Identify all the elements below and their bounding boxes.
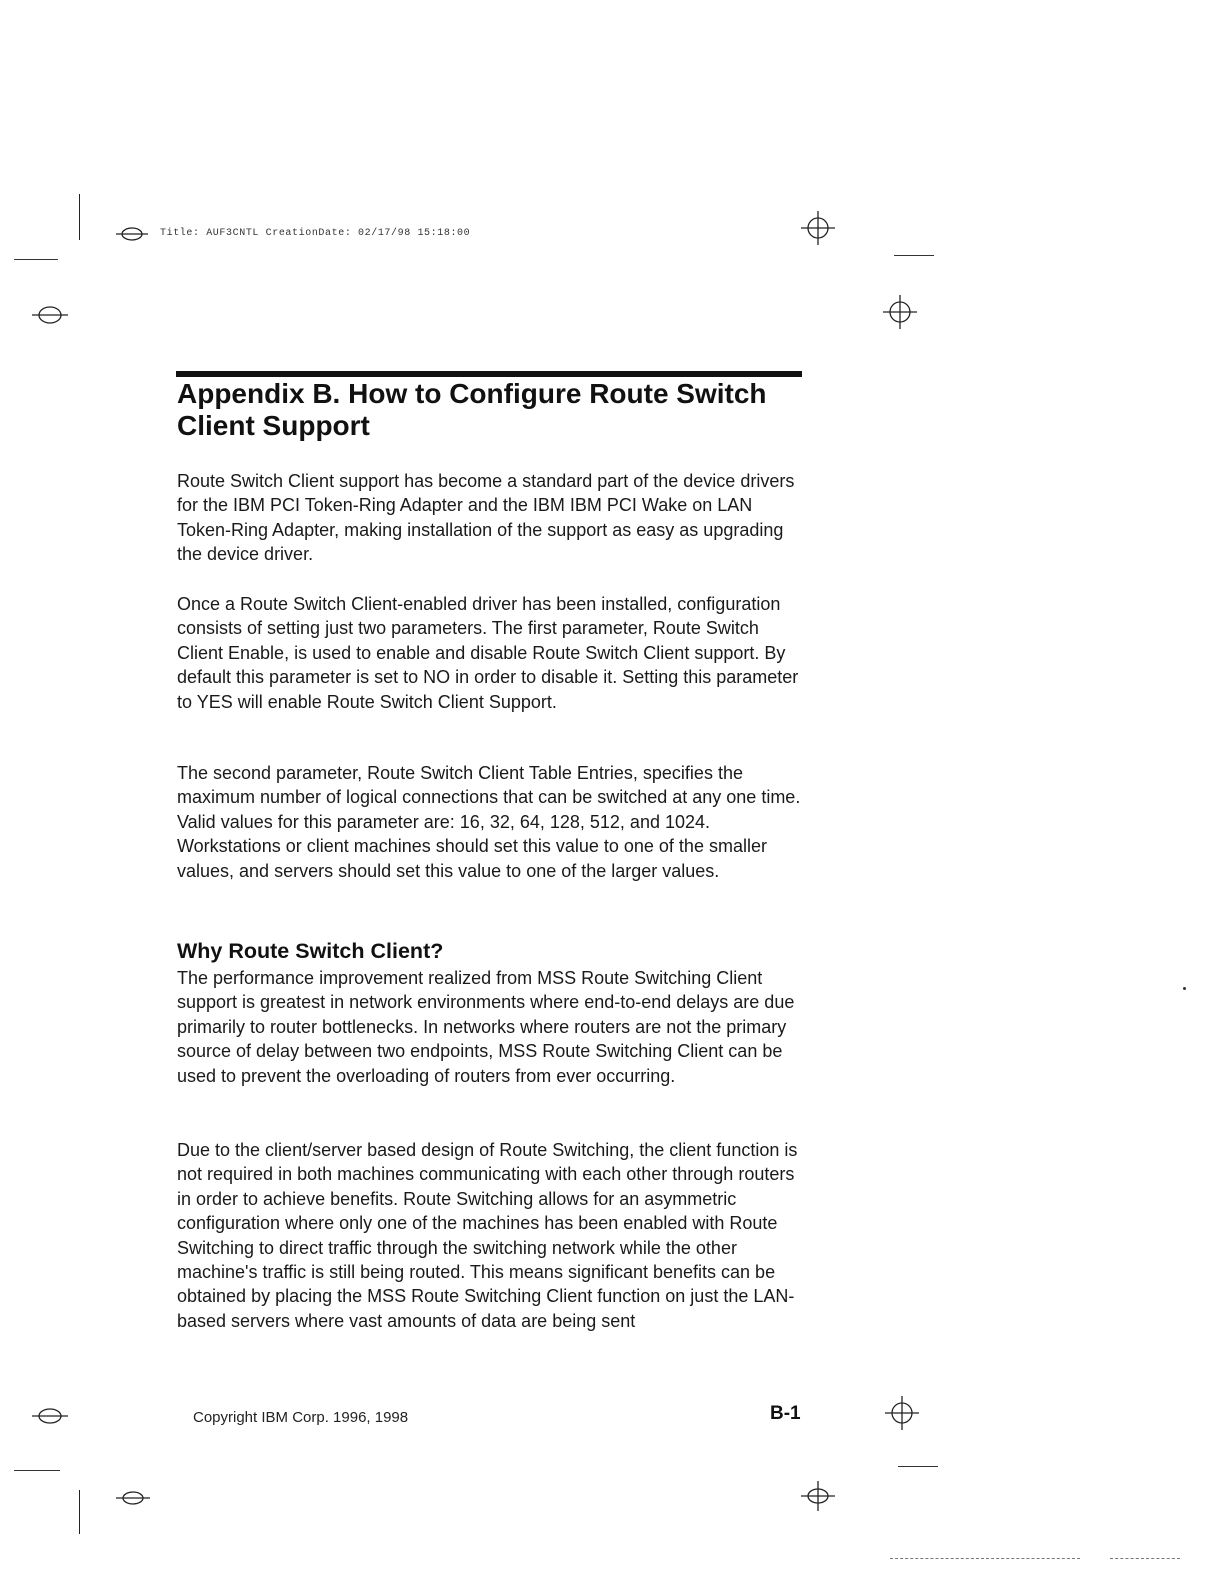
crop-mark-left-upper bbox=[14, 259, 58, 260]
paragraph-performance: The performance improvement realized from MSS Route Switching Client support is greatest in network environments where end-to-end delays are due primarily to router bottlenecks. In networks where routers are not the primary source of delay between two endpoints, MSS Route Switching Client can be used to prevent the overloading of routers from ever occurring. bbox=[177, 968, 795, 1086]
paragraph-intro: Route Switch Client support has become a standard part of the device drivers for the IBM PCI Token-Ring Adapter and the IBM IBM PCI Wake on LAN Token-Ring Adapter, making installation of the support as easy as upgrading the device driver. bbox=[177, 471, 795, 565]
registration-crosshair-icon bbox=[885, 1396, 919, 1430]
section-heading: Why Route Switch Client? bbox=[177, 939, 444, 963]
creation-date-header: Title: AUF3CNTL CreationDate: 02/17/98 15:18:00 bbox=[160, 228, 471, 239]
scan-artifact bbox=[890, 1558, 1080, 1560]
registration-crosshair-icon bbox=[801, 1481, 835, 1511]
crop-mark-bottom-left-vertical bbox=[79, 1490, 80, 1534]
crop-mark-top-left-vertical bbox=[79, 194, 80, 240]
stray-dot bbox=[1183, 987, 1186, 990]
scan-artifact bbox=[1110, 1558, 1180, 1560]
paragraph-configuration: Once a Route Switch Client-enabled driver has been installed, configuration consists of setting just two parameters. The first parameter, Route Switch Client Enable, is used to enable and disable Route Switch Client support. By default this parameter is set to NO in order to disable it. Setting this parameter to YES will enable Route Switch Client Support. bbox=[177, 594, 799, 712]
page-number: B-1 bbox=[770, 1403, 801, 1424]
crop-mark-top-right bbox=[894, 255, 934, 256]
copyright-notice: Copyright IBM Corp. 1996, 1998 bbox=[193, 1409, 409, 1426]
page-title bbox=[177, 378, 817, 442]
registration-mark-icon bbox=[116, 1488, 150, 1508]
registration-crosshair-icon bbox=[801, 211, 835, 245]
paragraph-table-entries: The second parameter, Route Switch Client Table Entries, specifies the maximum number of logical connections that can be switched at any one time. Valid values for this parameter are: 16, 32, 64, 128, 512, and 1024. Workstations or client machines should set this value to one of the smaller values, and servers should set this value to one of the larger values. bbox=[177, 763, 801, 881]
paragraph-client-server: Due to the client/server based design of Route Switching, the client function is not required in both machines communicating with each other through routers in order to achieve benefits. Route Switching allows for an asymmetric configuration where only one of the machines has been enabled with Route Switching to direct traffic through the switching network while the other machine's traffic is still being routed. This means significant benefits can be obtained by placing the MSS Route Switching Client function on just the LAN-based servers where vast amounts of data are being sent bbox=[177, 1140, 798, 1331]
title-line-2: Client Support bbox=[177, 410, 370, 441]
registration-crosshair-icon bbox=[883, 295, 917, 329]
crop-mark-bottom-right bbox=[898, 1466, 938, 1467]
registration-mark-icon bbox=[116, 224, 148, 244]
registration-mark-icon bbox=[32, 305, 68, 325]
registration-mark-icon bbox=[32, 1406, 68, 1426]
title-rule bbox=[176, 371, 802, 377]
title-line-1: Appendix B. How to Configure Route Switch bbox=[177, 378, 767, 409]
crop-mark-left-lower bbox=[14, 1470, 60, 1471]
